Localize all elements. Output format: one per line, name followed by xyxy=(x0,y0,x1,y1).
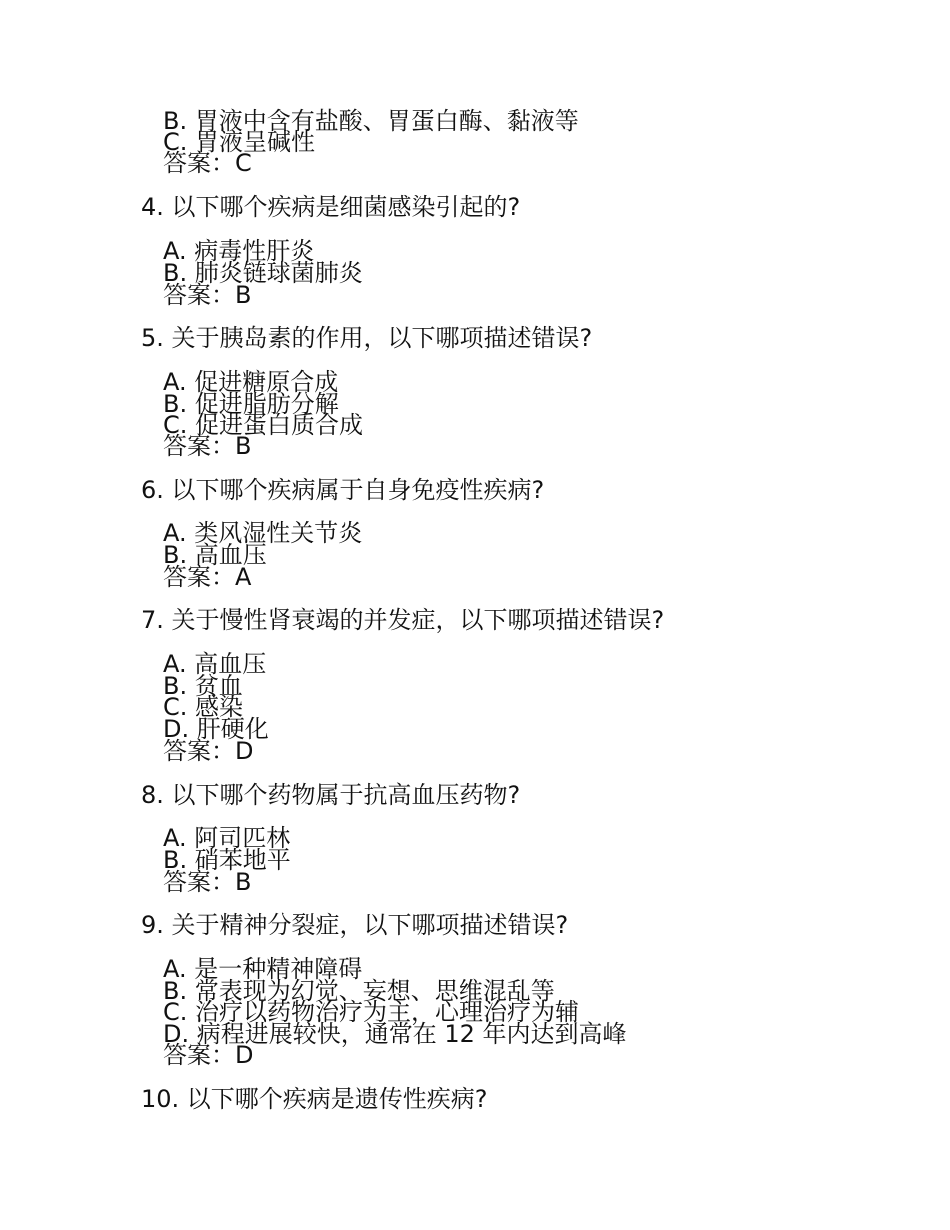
q4-option-a: A. 病毒性肝炎 xyxy=(163,237,315,265)
q9-answer: 答案：D xyxy=(163,1041,254,1069)
q5-option-b: B. 促进脂肪分解 xyxy=(163,390,339,418)
q8-option-a: A. 阿司匹林 xyxy=(163,824,291,852)
q7-option-d: D. 肝硬化 xyxy=(163,715,269,743)
q3-option-c: C. 胃液呈碱性 xyxy=(163,128,316,156)
q4-question: 4. 以下哪个疾病是细菌感染引起的? xyxy=(141,193,521,221)
q4-answer: 答案：B xyxy=(163,281,252,309)
q5-question: 5. 关于胰岛素的作用，以下哪项描述错误? xyxy=(141,324,593,352)
q3-answer: 答案：C xyxy=(163,149,252,177)
q6-answer: 答案：A xyxy=(163,563,252,591)
q8-answer: 答案：B xyxy=(163,868,252,896)
q9-option-a: A. 是一种精神障碍 xyxy=(163,955,363,983)
q3-option-b: B. 胃液中含有盐酸、胃蛋白酶、黏液等 xyxy=(163,107,579,135)
q6-option-b: B. 高血压 xyxy=(163,541,267,569)
q6-question: 6. 以下哪个疾病属于自身免疫性疾病? xyxy=(141,476,545,504)
q7-option-b: B. 贫血 xyxy=(163,672,243,700)
q9-question: 9. 关于精神分裂症，以下哪项描述错误? xyxy=(141,911,569,939)
q5-option-c: C. 促进蛋白质合成 xyxy=(163,411,364,439)
q7-option-a: A. 高血压 xyxy=(163,650,267,678)
q7-option-c: C. 感染 xyxy=(163,693,244,721)
q9-option-d: D. 病程进展较快，通常在 12 年内达到高峰 xyxy=(163,1020,627,1048)
q10-question: 10. 以下哪个疾病是遗传性疾病? xyxy=(141,1085,488,1113)
q4-option-b: B. 肺炎链球菌肺炎 xyxy=(163,259,363,287)
q8-question: 8. 以下哪个药物属于抗高血压药物? xyxy=(141,781,521,809)
q5-option-a: A. 促进糖原合成 xyxy=(163,368,339,396)
q5-answer: 答案：B xyxy=(163,432,252,460)
q8-option-b: B. 硝苯地平 xyxy=(163,846,291,874)
q9-option-b: B. 常表现为幻觉、妄想、思维混乱等 xyxy=(163,977,555,1005)
q7-question: 7. 关于慢性肾衰竭的并发症，以下哪项描述错误? xyxy=(141,606,665,634)
q7-answer: 答案：D xyxy=(163,737,254,765)
q9-option-c: C. 治疗以药物治疗为主，心理治疗为辅 xyxy=(163,998,580,1026)
q6-option-a: A. 类风湿性关节炎 xyxy=(163,519,363,547)
